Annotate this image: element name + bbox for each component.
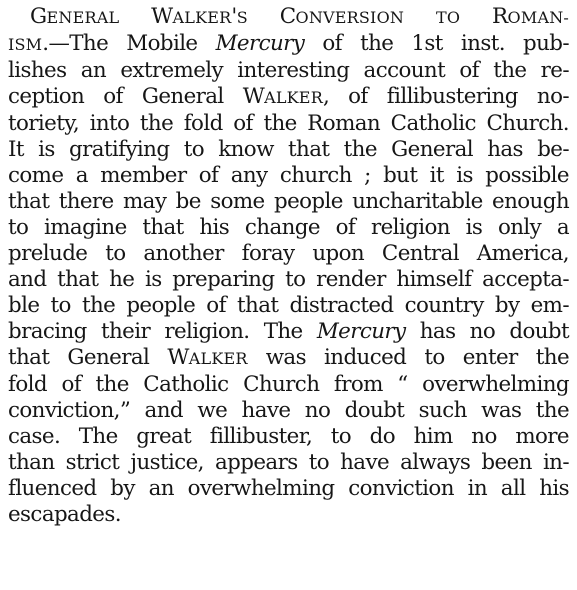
article-line: conviction,” and we have no doubt such was the bbox=[8, 398, 569, 423]
article-line bbox=[8, 84, 569, 111]
heading-text: ENERAL bbox=[46, 8, 120, 27]
article-text: bracing their religion. The bbox=[8, 319, 303, 344]
article-line: come a member of any church ; but it is possible bbox=[8, 163, 569, 188]
heading-initial: G bbox=[30, 4, 47, 29]
article-heading-line-1 bbox=[8, 4, 569, 31]
news-article bbox=[8, 4, 569, 528]
heading-text: ISM bbox=[8, 35, 43, 54]
heading-text: S bbox=[236, 8, 248, 27]
article-line: to imagine that his change of religion is only a bbox=[8, 215, 569, 240]
article-text: was induced to enter the bbox=[265, 345, 569, 370]
newspaper-name: Mercury bbox=[215, 31, 305, 56]
article-line: than strict justice, appears to have always been in- bbox=[8, 450, 569, 475]
heading-initial: R bbox=[492, 4, 508, 29]
article-line: case. The great fillibuster, to do him no more bbox=[8, 424, 569, 449]
article-line: that there may be some people uncharitable enough bbox=[8, 189, 569, 214]
article-text: of the 1st inst. pub- bbox=[322, 31, 569, 56]
person-name-initial: W bbox=[167, 345, 189, 370]
heading-initial: W bbox=[151, 4, 173, 29]
article-line: prelude to another foray upon Central America, bbox=[8, 241, 569, 266]
person-name: ALKER bbox=[264, 88, 323, 107]
heading-dash: .— bbox=[42, 31, 70, 56]
article-line: escapades. bbox=[8, 502, 121, 527]
article-line: and that he is preparing to render himself accepta- bbox=[8, 267, 569, 292]
article-text: , of fillibustering no- bbox=[322, 84, 569, 109]
newspaper-name: Mercury bbox=[316, 319, 406, 344]
article-line: toriety, into the fold of the Roman Catholic Church. bbox=[8, 111, 569, 136]
article-text: has no doubt bbox=[419, 319, 569, 344]
heading-text: ALKER bbox=[172, 8, 232, 27]
article-line: lishes an extremely interesting account of the re- bbox=[8, 58, 569, 83]
article-line bbox=[8, 319, 569, 345]
person-name-initial: W bbox=[242, 84, 265, 109]
article-line: fluenced by an overwhelming conviction in all his bbox=[8, 476, 569, 501]
heading-apostrophe: ' bbox=[231, 4, 237, 29]
heading-text: TO bbox=[435, 8, 461, 27]
article-line: fold of the Catholic Church from “ overwhelming bbox=[8, 372, 569, 397]
article-line bbox=[8, 31, 569, 58]
heading-initial: C bbox=[279, 4, 296, 29]
article-text: that General bbox=[8, 345, 150, 370]
article-text: The Mobile bbox=[69, 31, 198, 56]
article-text: ception of General bbox=[8, 84, 224, 109]
article-line bbox=[8, 345, 569, 372]
heading-text: OMAN- bbox=[507, 8, 570, 27]
heading-text: ONVERSION bbox=[295, 8, 405, 27]
article-line: ble to the people of that distracted country by em- bbox=[8, 293, 569, 318]
article-line: It is gratifying to know that the General has be- bbox=[8, 137, 569, 162]
person-name: ALKER bbox=[188, 349, 248, 368]
